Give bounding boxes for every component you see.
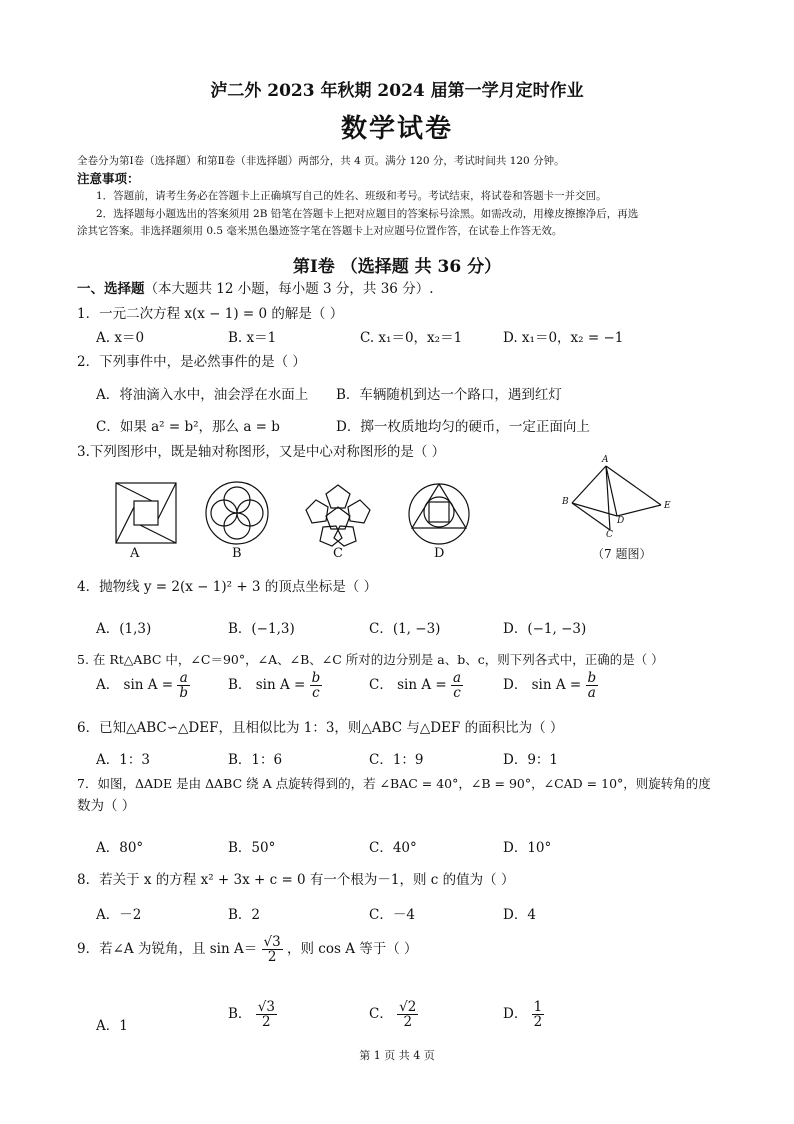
figure-7-point-a: A: [602, 455, 609, 465]
option-b-fraction: [256, 1000, 277, 1029]
question-8-stem: 8．若关于 x 的方程 x² + 3x + c = 0 有一个根为－1，则 c 的值为（ ）: [77, 872, 515, 888]
question-9-option-b: [228, 1000, 277, 1029]
question-9-stem: [77, 935, 418, 964]
question-9-stem-suffix: ，则 cos A 等于（ ）: [287, 941, 418, 958]
option-d-fraction: [586, 671, 599, 700]
fraction-denominator: a: [587, 685, 596, 702]
question-6-option-c: C．1：9: [369, 752, 424, 768]
question-6-option-b: B．1：6: [228, 752, 283, 768]
notice-title: 注意事项：: [77, 171, 140, 186]
fraction-denominator: 2: [267, 949, 277, 966]
figure-d-label: D: [434, 546, 445, 561]
fraction-numerator: √3: [257, 999, 275, 1015]
question-1-stem: 1．一元二次方程 x(x − 1) = 0 的解是（ ）: [77, 306, 344, 322]
question-7-option-c: C．40°: [369, 840, 417, 856]
figure-d-circle-triangle-square: [409, 484, 469, 544]
notice-item-1: 1．答题前，请考生务必在答题卡上正确填写自己的姓名、班级和考号。考试结束，将试卷和答题卡一并交回。: [96, 190, 607, 202]
notice-item-2-line1: 2．选择题每小题选出的答案须用 2B 铅笔在答题卡上把对应题目的答案标号涂黑。如需改动，用橡皮擦擦净后，再选: [96, 208, 639, 220]
fraction-numerator: b: [311, 670, 321, 686]
question-5-option-d: [503, 671, 598, 700]
option-b-fraction: [310, 671, 323, 700]
option-b-prefix: B． sin A =: [228, 677, 306, 694]
figure-7-point-d: D: [617, 516, 625, 526]
exam-subject-title: 数学试卷: [340, 114, 453, 144]
question-8-option-a: A．－2: [96, 907, 142, 923]
exam-header-title: 泸二外 2023 年秋期 2024 届第一学月定时作业: [210, 81, 584, 101]
figure-c-five-pentagons: [306, 485, 370, 546]
option-a-fraction: [177, 671, 190, 700]
question-8-option-d: D．4: [503, 907, 536, 923]
figure-b-label: B: [232, 546, 242, 561]
question-3-stem: 3.下列图形中，既是轴对称图形，又是中心对称图形的是（ ）: [77, 444, 446, 460]
figure-b-four-circle-flower: [206, 482, 268, 544]
fraction-denominator: 2: [262, 1014, 271, 1031]
figure-7-caption: （7 题图）: [592, 547, 652, 561]
question-2-stem: 2．下列事件中，是必然事件的是（ ）: [77, 354, 306, 370]
exam-intro: 全卷分为第Ⅰ卷（选择题）和第Ⅱ卷（非选择题）两部分，共 4 页。满分 120 分，考试时间共 120 分钟。: [77, 155, 565, 167]
question-2-option-a: A．将油滴入水中，油会浮在水面上: [96, 387, 309, 403]
question-9-stem-fraction: [262, 935, 283, 964]
question-7-option-d: D．10°: [503, 840, 552, 856]
fraction-denominator: 2: [533, 1014, 543, 1031]
question-8-option-c: C．－4: [369, 907, 415, 923]
question-5-stem: 5. 在 Rt△ABC 中，∠C＝90°，∠A、∠B、∠C 所对的边分别是 a、b、c，则下列各式中，正确的是（ ）: [77, 652, 664, 667]
question-8-option-b: B．2: [228, 907, 261, 923]
question-4-option-b: B．(−1,3): [228, 621, 295, 637]
figure-c-label: C: [333, 546, 343, 561]
question-2-option-b: B．车辆随机到达一个路口，遇到红灯: [336, 387, 562, 403]
fraction-numerator: √3: [263, 934, 281, 950]
question-9-option-c: [369, 1000, 418, 1029]
page-footer: 第 1 页 共 4 页: [359, 1049, 435, 1062]
fraction-numerator: b: [587, 670, 597, 686]
question-4-option-d: D．(−1, −3): [503, 621, 587, 637]
fraction-denominator: 2: [403, 1014, 413, 1031]
option-a-prefix: A． sin A =: [96, 677, 174, 694]
figure-7-point-b: B: [562, 497, 569, 507]
figure-a-pinwheel-square: [116, 483, 176, 543]
question-9-stem-prefix: 9．若∠A 为锐角，且 sin A＝: [77, 941, 258, 958]
fraction-denominator: c: [312, 685, 320, 702]
question-5-option-c: [369, 671, 463, 700]
fraction-numerator: a: [453, 670, 462, 686]
question-9-option-a: A．1: [96, 1018, 128, 1034]
fraction-denominator: c: [453, 685, 461, 702]
question-4-option-a: A．(1,3): [96, 621, 152, 637]
part-description: （本大题共 12 小题，每小题 3 分，共 36 分）.: [144, 281, 434, 297]
option-c-fraction: [451, 671, 463, 700]
section-title: 第Ⅰ卷 （选择题 共 36 分）: [292, 257, 502, 277]
figure-a-label: A: [130, 546, 140, 561]
question-5-option-a: [96, 671, 190, 700]
question-6-option-d: D．9：1: [503, 752, 559, 768]
part-label: 一、选择题: [77, 281, 145, 297]
option-b-prefix: B．: [228, 1006, 252, 1023]
option-d-prefix: D． sin A =: [503, 677, 582, 694]
figure-7-point-e: E: [664, 501, 671, 511]
question-1-option-a: A. x＝0: [96, 330, 145, 346]
question-9-option-d: [503, 1000, 544, 1029]
option-d-fraction: [532, 1000, 545, 1029]
notice-item-2-line2: 涂其它答案。非选择题须用 0.5 毫米黑色墨迹签字笔在答题卡上对应题号位置作答，在试卷上作答无效。: [77, 225, 563, 237]
fraction-numerator: a: [177, 671, 190, 686]
question-7-stem-line1: 7．如图，ΔADE 是由 ΔABC 绕 A 点旋转得到的，若 ∠BAC = 40°，∠B = 90°，∠CAD = 10°，则旋转角的度: [77, 776, 711, 791]
question-2-option-c: C．如果 a² = b²，那么 a = b: [96, 419, 280, 435]
option-d-prefix: D．: [503, 1006, 528, 1023]
fraction-numerator: √2: [399, 999, 417, 1015]
question-5-option-b: [228, 671, 322, 700]
fraction-denominator: b: [179, 685, 189, 702]
question-7-option-b: B．50°: [228, 840, 276, 856]
option-c-prefix: C．: [369, 1006, 393, 1023]
question-2-option-d: D．掷一枚质地均匀的硬币，一定正面向上: [336, 419, 590, 435]
question-1-option-d: D. x₁＝0，x₂ = −1: [503, 330, 624, 346]
question-6-stem: 6．已知△ABC∽△DEF，且相似比为 1：3，则△ABC 与△DEF 的面积比为（ ）: [77, 720, 564, 736]
question-4-stem: 4．抛物线 y = 2(x − 1)² + 3 的顶点坐标是（ ）: [77, 579, 378, 595]
option-c-fraction: [397, 1000, 418, 1029]
question-7-stem-line2: 数为（ ）: [77, 798, 136, 814]
question-1-option-b: B. x＝1: [228, 330, 277, 346]
figure-7-point-c: C: [606, 530, 613, 540]
option-c-prefix: C． sin A =: [369, 677, 447, 694]
question-1-option-c: C. x₁＝0，x₂＝1: [360, 330, 463, 346]
question-6-option-a: A．1：3: [96, 752, 150, 768]
question-7-option-a: A．80°: [96, 840, 144, 856]
fraction-numerator: 1: [533, 999, 543, 1015]
question-4-option-c: C．(1, −3): [369, 621, 441, 637]
